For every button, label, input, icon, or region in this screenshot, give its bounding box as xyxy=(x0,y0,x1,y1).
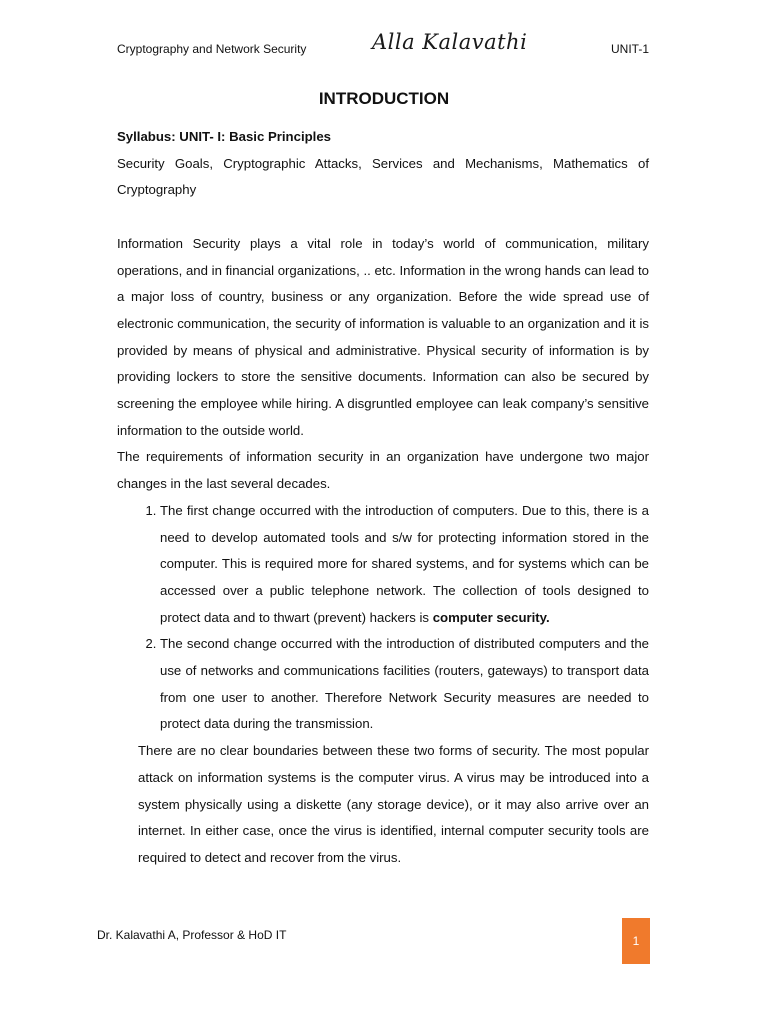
paragraph-boundaries: There are no clear boundaries between these two forms of security. The most popular attack on information systems is the computer virus. A virus may be introduced into a system physically using a diskette (any storage device), or it may also arrive over an internet. In either case, once the virus is identified, internal computer security tools are required to detect and recover from the virus. xyxy=(138,743,649,865)
list-item-text: The second change occurred with the introduction of distributed computers and the use of networks and communications facilities (routers, gateways) to transport data from one user to another. Therefore Network Security measures are needed to protect data during the transmission. xyxy=(160,636,649,732)
footer-author: Dr. Kalavathi A, Professor & HoD IT xyxy=(97,928,287,942)
syllabus-topics: Security Goals, Cryptographic Attacks, Services and Mechanisms, Mathematics of Cryptography xyxy=(117,155,649,198)
paragraph-intro: Information Security plays a vital role in today’s world of communication, military operations, and in financial organizations, .. etc. Information in the wrong hands can lead to a major loss of country, business or any organization. Before the wide spread use of electronic communication, the security of information is valuable to an organization and it is provided by means of physical and administrative. Physical security of information is by providing lockers to store the sensitive documents. Information can also be secured by screening the employee while hiring. A disgruntled employee can leak company’s sensitive information to the outside world. xyxy=(117,235,649,438)
list-item xyxy=(160,631,649,738)
author-signature: Alla Kalavathi xyxy=(372,30,528,54)
unit-label: UNIT-1 xyxy=(610,42,649,56)
paragraph-requirements: The requirements of information security in an organization have undergone two major changes in the last several decades. xyxy=(117,449,649,492)
list-item xyxy=(160,498,649,632)
list-item-text: The first change occurred with the introduction of computers. Due to this, there is a need to develop automated tools and s/w for protecting information stored in the computer. This is required more for shared systems, and for systems which can be accessed over a public telephone network. The collection of tools designed to protect data and to thwart (prevent) hackers is xyxy=(160,502,649,625)
list-item-emphasis: computer security. xyxy=(432,609,550,625)
blank-line xyxy=(117,204,649,231)
document-body xyxy=(117,124,649,872)
course-title: Cryptography and Network Security xyxy=(117,42,307,56)
page-title: INTRODUCTION xyxy=(318,89,450,108)
changes-list xyxy=(117,498,649,738)
syllabus-heading: Syllabus: UNIT- I: Basic Principles xyxy=(117,129,331,144)
page-number: 1 xyxy=(632,934,640,948)
page-number-badge xyxy=(622,918,650,964)
